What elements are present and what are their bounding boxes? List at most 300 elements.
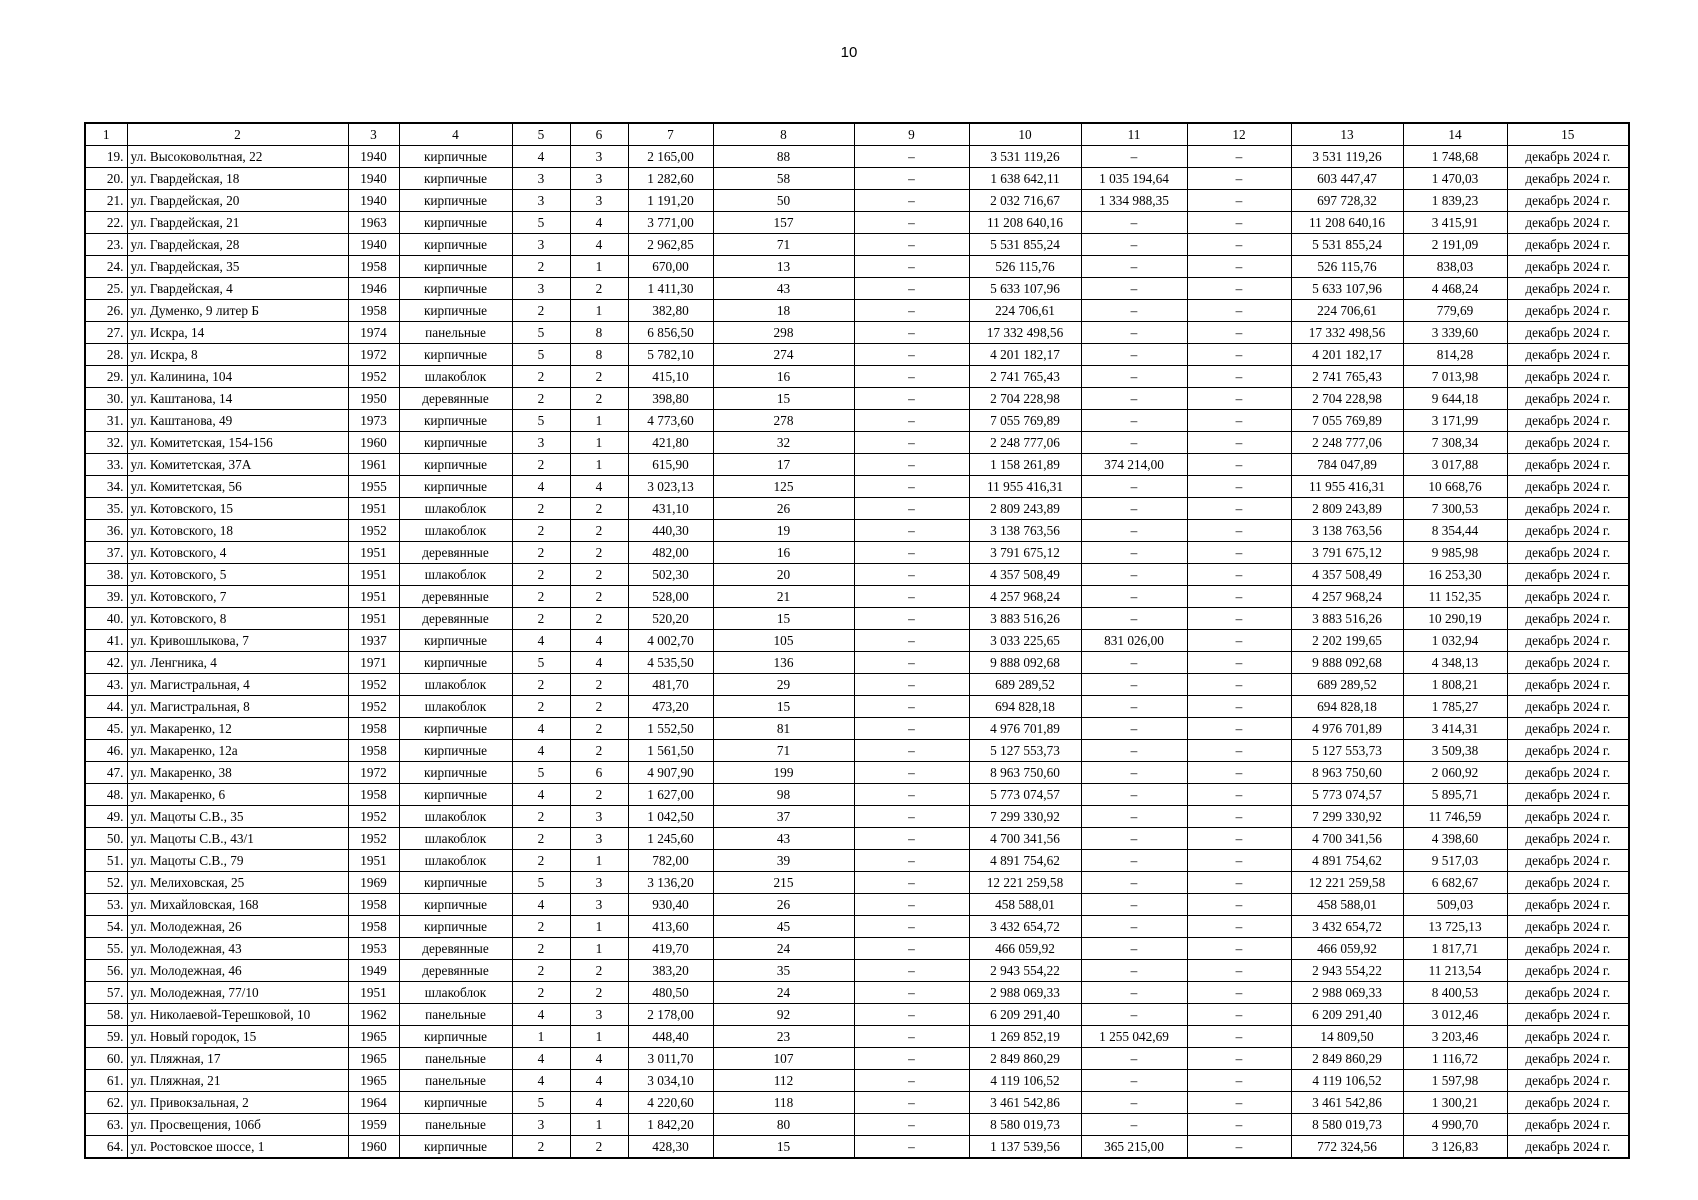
- col10-cost-cell: 4 357 508,49: [969, 564, 1081, 586]
- year-built-cell: 1951: [348, 498, 399, 520]
- col12-cell: –: [1187, 542, 1291, 564]
- residents-cell: 45: [713, 916, 854, 938]
- address-cell: ул. Котовского, 8: [127, 608, 348, 630]
- col9-cell: –: [854, 234, 969, 256]
- deadline-cell: декабрь 2024 г.: [1507, 322, 1629, 344]
- floors-cell: 2: [512, 586, 570, 608]
- table-row: [85, 784, 1629, 806]
- table-row: [85, 212, 1629, 234]
- col14-cell: 16 253,30: [1403, 564, 1507, 586]
- col14-cell: 1 785,27: [1403, 696, 1507, 718]
- wall-material-cell: кирпичные: [399, 784, 512, 806]
- floors-cell: 2: [512, 806, 570, 828]
- col9-cell: –: [854, 212, 969, 234]
- year-built-cell: 1952: [348, 806, 399, 828]
- col9-cell: –: [854, 1114, 969, 1136]
- residents-cell: 71: [713, 234, 854, 256]
- residents-cell: 15: [713, 1136, 854, 1159]
- col11-cell: –: [1081, 916, 1187, 938]
- area-cell: 481,70: [628, 674, 713, 696]
- col12-cell: –: [1187, 1136, 1291, 1159]
- col12-cell: –: [1187, 718, 1291, 740]
- year-built-cell: 1950: [348, 388, 399, 410]
- col11-cell: –: [1081, 740, 1187, 762]
- housing-register-table: [84, 122, 1630, 1159]
- col14-cell: 1 597,98: [1403, 1070, 1507, 1092]
- col9-cell: –: [854, 322, 969, 344]
- col10-cost-cell: 4 891 754,62: [969, 850, 1081, 872]
- deadline-cell: декабрь 2024 г.: [1507, 938, 1629, 960]
- floors-cell: 5: [512, 344, 570, 366]
- row-number: 49.: [85, 806, 127, 828]
- residents-cell: 21: [713, 586, 854, 608]
- col13-cost-cell: 4 119 106,52: [1291, 1070, 1403, 1092]
- col12-cell: –: [1187, 234, 1291, 256]
- table-row: [85, 454, 1629, 476]
- col9-cell: –: [854, 520, 969, 542]
- column-header-12: 12: [1187, 123, 1291, 146]
- col13-cost-cell: 6 209 291,40: [1291, 1004, 1403, 1026]
- wall-material-cell: кирпичные: [399, 1136, 512, 1159]
- col9-cell: –: [854, 740, 969, 762]
- wall-material-cell: панельные: [399, 1070, 512, 1092]
- col11-cell: 374 214,00: [1081, 454, 1187, 476]
- deadline-cell: декабрь 2024 г.: [1507, 608, 1629, 630]
- col14-cell: 1 808,21: [1403, 674, 1507, 696]
- area-cell: 448,40: [628, 1026, 713, 1048]
- deadline-cell: декабрь 2024 г.: [1507, 234, 1629, 256]
- year-built-cell: 1972: [348, 762, 399, 784]
- area-cell: 398,80: [628, 388, 713, 410]
- col11-cell: –: [1081, 300, 1187, 322]
- col12-cell: –: [1187, 828, 1291, 850]
- col10-cost-cell: 4 976 701,89: [969, 718, 1081, 740]
- col10-cost-cell: 3 432 654,72: [969, 916, 1081, 938]
- floors-cell: 4: [512, 476, 570, 498]
- col9-cell: –: [854, 168, 969, 190]
- col14-cell: 9 644,18: [1403, 388, 1507, 410]
- col11-cell: –: [1081, 718, 1187, 740]
- col10-cost-cell: 2 943 554,22: [969, 960, 1081, 982]
- deadline-cell: декабрь 2024 г.: [1507, 410, 1629, 432]
- entrances-cell: 2: [570, 696, 628, 718]
- year-built-cell: 1958: [348, 718, 399, 740]
- col11-cell: 365 215,00: [1081, 1136, 1187, 1159]
- col13-cost-cell: 4 700 341,56: [1291, 828, 1403, 850]
- address-cell: ул. Михайловская, 168: [127, 894, 348, 916]
- residents-cell: 19: [713, 520, 854, 542]
- floors-cell: 2: [512, 1136, 570, 1159]
- col13-cost-cell: 2 704 228,98: [1291, 388, 1403, 410]
- row-number: 51.: [85, 850, 127, 872]
- table-row: [85, 872, 1629, 894]
- col13-cost-cell: 2 943 554,22: [1291, 960, 1403, 982]
- entrances-cell: 3: [570, 894, 628, 916]
- residents-cell: 29: [713, 674, 854, 696]
- col14-cell: 509,03: [1403, 894, 1507, 916]
- col12-cell: –: [1187, 344, 1291, 366]
- residents-cell: 81: [713, 718, 854, 740]
- col10-cost-cell: 466 059,92: [969, 938, 1081, 960]
- deadline-cell: декабрь 2024 г.: [1507, 432, 1629, 454]
- wall-material-cell: шлакоблок: [399, 982, 512, 1004]
- column-header-14: 14: [1403, 123, 1507, 146]
- address-cell: ул. Привокзальная, 2: [127, 1092, 348, 1114]
- area-cell: 421,80: [628, 432, 713, 454]
- residents-cell: 39: [713, 850, 854, 872]
- col10-cost-cell: 5 633 107,96: [969, 278, 1081, 300]
- col9-cell: –: [854, 784, 969, 806]
- col9-cell: –: [854, 498, 969, 520]
- year-built-cell: 1953: [348, 938, 399, 960]
- col14-cell: 1 470,03: [1403, 168, 1507, 190]
- col12-cell: –: [1187, 652, 1291, 674]
- wall-material-cell: кирпичные: [399, 916, 512, 938]
- wall-material-cell: шлакоблок: [399, 828, 512, 850]
- address-cell: ул. Искра, 14: [127, 322, 348, 344]
- col10-cost-cell: 2 032 716,67: [969, 190, 1081, 212]
- col11-cell: –: [1081, 1114, 1187, 1136]
- table-row: [85, 300, 1629, 322]
- row-number: 42.: [85, 652, 127, 674]
- wall-material-cell: кирпичные: [399, 234, 512, 256]
- area-cell: 473,20: [628, 696, 713, 718]
- area-cell: 4 773,60: [628, 410, 713, 432]
- col10-cost-cell: 3 791 675,12: [969, 542, 1081, 564]
- col13-cost-cell: 458 588,01: [1291, 894, 1403, 916]
- col12-cell: –: [1187, 1004, 1291, 1026]
- col14-cell: 3 126,83: [1403, 1136, 1507, 1159]
- entrances-cell: 4: [570, 212, 628, 234]
- row-number: 39.: [85, 586, 127, 608]
- area-cell: 3 034,10: [628, 1070, 713, 1092]
- col9-cell: –: [854, 1004, 969, 1026]
- residents-cell: 24: [713, 982, 854, 1004]
- table-row: [85, 410, 1629, 432]
- row-number: 45.: [85, 718, 127, 740]
- col12-cell: –: [1187, 696, 1291, 718]
- area-cell: 382,80: [628, 300, 713, 322]
- wall-material-cell: деревянные: [399, 960, 512, 982]
- residents-cell: 26: [713, 894, 854, 916]
- area-cell: 615,90: [628, 454, 713, 476]
- table-row: [85, 322, 1629, 344]
- wall-material-cell: деревянные: [399, 542, 512, 564]
- col12-cell: –: [1187, 916, 1291, 938]
- deadline-cell: декабрь 2024 г.: [1507, 146, 1629, 168]
- address-cell: ул. Макаренко, 38: [127, 762, 348, 784]
- column-header-1: 1: [85, 123, 127, 146]
- row-number: 38.: [85, 564, 127, 586]
- floors-cell: 5: [512, 212, 570, 234]
- wall-material-cell: шлакоблок: [399, 366, 512, 388]
- floors-cell: 4: [512, 630, 570, 652]
- residents-cell: 26: [713, 498, 854, 520]
- address-cell: ул. Молодежная, 43: [127, 938, 348, 960]
- col9-cell: –: [854, 388, 969, 410]
- floors-cell: 3: [512, 278, 570, 300]
- col9-cell: –: [854, 1070, 969, 1092]
- wall-material-cell: шлакоблок: [399, 564, 512, 586]
- area-cell: 4 535,50: [628, 652, 713, 674]
- col11-cell: –: [1081, 432, 1187, 454]
- col13-cost-cell: 3 531 119,26: [1291, 146, 1403, 168]
- col9-cell: –: [854, 762, 969, 784]
- deadline-cell: декабрь 2024 г.: [1507, 982, 1629, 1004]
- deadline-cell: декабрь 2024 г.: [1507, 454, 1629, 476]
- table-row: [85, 828, 1629, 850]
- year-built-cell: 1965: [348, 1026, 399, 1048]
- col14-cell: 3 414,31: [1403, 718, 1507, 740]
- col9-cell: –: [854, 256, 969, 278]
- col11-cell: –: [1081, 1048, 1187, 1070]
- col10-cost-cell: 224 706,61: [969, 300, 1081, 322]
- entrances-cell: 4: [570, 1048, 628, 1070]
- col9-cell: –: [854, 982, 969, 1004]
- col9-cell: –: [854, 586, 969, 608]
- address-cell: ул. Новый городок, 15: [127, 1026, 348, 1048]
- row-number: 26.: [85, 300, 127, 322]
- col9-cell: –: [854, 366, 969, 388]
- table-row: [85, 366, 1629, 388]
- col11-cell: –: [1081, 520, 1187, 542]
- col14-cell: 1 839,23: [1403, 190, 1507, 212]
- col14-cell: 3 017,88: [1403, 454, 1507, 476]
- year-built-cell: 1974: [348, 322, 399, 344]
- col12-cell: –: [1187, 256, 1291, 278]
- deadline-cell: декабрь 2024 г.: [1507, 498, 1629, 520]
- col10-cost-cell: 4 700 341,56: [969, 828, 1081, 850]
- address-cell: ул. Кривошлыкова, 7: [127, 630, 348, 652]
- year-built-cell: 1969: [348, 872, 399, 894]
- col14-cell: 5 895,71: [1403, 784, 1507, 806]
- col14-cell: 8 400,53: [1403, 982, 1507, 1004]
- deadline-cell: декабрь 2024 г.: [1507, 366, 1629, 388]
- col14-cell: 8 354,44: [1403, 520, 1507, 542]
- floors-cell: 2: [512, 828, 570, 850]
- col11-cell: 831 026,00: [1081, 630, 1187, 652]
- floors-cell: 2: [512, 938, 570, 960]
- table-row: [85, 278, 1629, 300]
- col11-cell: –: [1081, 146, 1187, 168]
- col11-cell: –: [1081, 212, 1187, 234]
- col12-cell: –: [1187, 410, 1291, 432]
- col12-cell: –: [1187, 850, 1291, 872]
- col10-cost-cell: 3 883 516,26: [969, 608, 1081, 630]
- col11-cell: –: [1081, 894, 1187, 916]
- col9-cell: –: [854, 938, 969, 960]
- table-row: [85, 388, 1629, 410]
- column-header-10: 10: [969, 123, 1081, 146]
- area-cell: 3 136,20: [628, 872, 713, 894]
- year-built-cell: 1955: [348, 476, 399, 498]
- col9-cell: –: [854, 1092, 969, 1114]
- col12-cell: –: [1187, 498, 1291, 520]
- year-built-cell: 1973: [348, 410, 399, 432]
- entrances-cell: 2: [570, 674, 628, 696]
- col12-cell: –: [1187, 190, 1291, 212]
- col13-cost-cell: 12 221 259,58: [1291, 872, 1403, 894]
- floors-cell: 3: [512, 234, 570, 256]
- table-row: [85, 894, 1629, 916]
- deadline-cell: декабрь 2024 г.: [1507, 344, 1629, 366]
- table-row: [85, 608, 1629, 630]
- table-row: [85, 1048, 1629, 1070]
- address-cell: ул. Искра, 8: [127, 344, 348, 366]
- area-cell: 4 002,70: [628, 630, 713, 652]
- col9-cell: –: [854, 608, 969, 630]
- col14-cell: 4 990,70: [1403, 1114, 1507, 1136]
- col11-cell: –: [1081, 608, 1187, 630]
- entrances-cell: 8: [570, 344, 628, 366]
- floors-cell: 5: [512, 322, 570, 344]
- area-cell: 383,20: [628, 960, 713, 982]
- col10-cost-cell: 5 531 855,24: [969, 234, 1081, 256]
- col10-cost-cell: 3 033 225,65: [969, 630, 1081, 652]
- col13-cost-cell: 17 332 498,56: [1291, 322, 1403, 344]
- floors-cell: 2: [512, 696, 570, 718]
- row-number: 20.: [85, 168, 127, 190]
- entrances-cell: 2: [570, 520, 628, 542]
- area-cell: 3 771,00: [628, 212, 713, 234]
- residents-cell: 17: [713, 454, 854, 476]
- area-cell: 1 042,50: [628, 806, 713, 828]
- year-built-cell: 1940: [348, 190, 399, 212]
- deadline-cell: декабрь 2024 г.: [1507, 1070, 1629, 1092]
- table-row: [85, 806, 1629, 828]
- area-cell: 480,50: [628, 982, 713, 1004]
- col12-cell: –: [1187, 432, 1291, 454]
- address-cell: ул. Гвардейская, 21: [127, 212, 348, 234]
- col12-cell: –: [1187, 168, 1291, 190]
- entrances-cell: 4: [570, 234, 628, 256]
- deadline-cell: декабрь 2024 г.: [1507, 916, 1629, 938]
- col12-cell: –: [1187, 366, 1291, 388]
- col12-cell: –: [1187, 520, 1291, 542]
- wall-material-cell: кирпичные: [399, 476, 512, 498]
- col13-cost-cell: 4 891 754,62: [1291, 850, 1403, 872]
- col14-cell: 2 060,92: [1403, 762, 1507, 784]
- col9-cell: –: [854, 1026, 969, 1048]
- col14-cell: 814,28: [1403, 344, 1507, 366]
- address-cell: ул. Думенко, 9 литер Б: [127, 300, 348, 322]
- residents-cell: 199: [713, 762, 854, 784]
- col9-cell: –: [854, 190, 969, 212]
- col14-cell: 1 300,21: [1403, 1092, 1507, 1114]
- year-built-cell: 1958: [348, 300, 399, 322]
- wall-material-cell: панельные: [399, 1004, 512, 1026]
- table-row: [85, 718, 1629, 740]
- entrances-cell: 3: [570, 806, 628, 828]
- col14-cell: 11 746,59: [1403, 806, 1507, 828]
- table-row: [85, 674, 1629, 696]
- address-cell: ул. Макаренко, 12: [127, 718, 348, 740]
- residents-cell: 37: [713, 806, 854, 828]
- area-cell: 4 907,90: [628, 762, 713, 784]
- col10-cost-cell: 4 257 968,24: [969, 586, 1081, 608]
- col9-cell: –: [854, 828, 969, 850]
- col10-cost-cell: 9 888 092,68: [969, 652, 1081, 674]
- floors-cell: 2: [512, 982, 570, 1004]
- row-number: 28.: [85, 344, 127, 366]
- col10-cost-cell: 5 773 074,57: [969, 784, 1081, 806]
- col14-cell: 7 013,98: [1403, 366, 1507, 388]
- col14-cell: 6 682,67: [1403, 872, 1507, 894]
- col12-cell: –: [1187, 806, 1291, 828]
- residents-cell: 23: [713, 1026, 854, 1048]
- residents-cell: 20: [713, 564, 854, 586]
- floors-cell: 5: [512, 410, 570, 432]
- col10-cost-cell: 2 849 860,29: [969, 1048, 1081, 1070]
- area-cell: 440,30: [628, 520, 713, 542]
- col13-cost-cell: 8 580 019,73: [1291, 1114, 1403, 1136]
- entrances-cell: 1: [570, 1114, 628, 1136]
- wall-material-cell: панельные: [399, 322, 512, 344]
- col10-cost-cell: 458 588,01: [969, 894, 1081, 916]
- row-number: 29.: [85, 366, 127, 388]
- col11-cell: –: [1081, 762, 1187, 784]
- row-number: 47.: [85, 762, 127, 784]
- col12-cell: –: [1187, 960, 1291, 982]
- table-row: [85, 982, 1629, 1004]
- row-number: 19.: [85, 146, 127, 168]
- col9-cell: –: [854, 850, 969, 872]
- col11-cell: –: [1081, 498, 1187, 520]
- address-cell: ул. Котовского, 5: [127, 564, 348, 586]
- residents-cell: 80: [713, 1114, 854, 1136]
- col10-cost-cell: 1 158 261,89: [969, 454, 1081, 476]
- table-row: [85, 1026, 1629, 1048]
- col9-cell: –: [854, 344, 969, 366]
- deadline-cell: декабрь 2024 г.: [1507, 586, 1629, 608]
- wall-material-cell: кирпичные: [399, 146, 512, 168]
- residents-cell: 136: [713, 652, 854, 674]
- floors-cell: 2: [512, 674, 570, 696]
- col13-cost-cell: 2 248 777,06: [1291, 432, 1403, 454]
- deadline-cell: декабрь 2024 г.: [1507, 278, 1629, 300]
- address-cell: ул. Макаренко, 12а: [127, 740, 348, 762]
- entrances-cell: 3: [570, 1004, 628, 1026]
- address-cell: ул. Гвардейская, 18: [127, 168, 348, 190]
- entrances-cell: 4: [570, 630, 628, 652]
- address-cell: ул. Мацоты С.В., 79: [127, 850, 348, 872]
- table-row: [85, 146, 1629, 168]
- residents-cell: 18: [713, 300, 854, 322]
- floors-cell: 2: [512, 520, 570, 542]
- row-number: 46.: [85, 740, 127, 762]
- col10-cost-cell: 5 127 553,73: [969, 740, 1081, 762]
- residents-cell: 98: [713, 784, 854, 806]
- row-number: 31.: [85, 410, 127, 432]
- entrances-cell: 8: [570, 322, 628, 344]
- entrances-cell: 3: [570, 828, 628, 850]
- area-cell: 5 782,10: [628, 344, 713, 366]
- table-row: [85, 1114, 1629, 1136]
- wall-material-cell: кирпичные: [399, 652, 512, 674]
- column-number-header-row: [85, 123, 1629, 146]
- address-cell: ул. Мацоты С.В., 35: [127, 806, 348, 828]
- year-built-cell: 1940: [348, 146, 399, 168]
- col11-cell: 1 334 988,35: [1081, 190, 1187, 212]
- col13-cost-cell: 4 201 182,17: [1291, 344, 1403, 366]
- col11-cell: –: [1081, 1004, 1187, 1026]
- table-row: [85, 850, 1629, 872]
- deadline-cell: декабрь 2024 г.: [1507, 476, 1629, 498]
- wall-material-cell: деревянные: [399, 388, 512, 410]
- floors-cell: 2: [512, 608, 570, 630]
- row-number: 22.: [85, 212, 127, 234]
- wall-material-cell: кирпичные: [399, 410, 512, 432]
